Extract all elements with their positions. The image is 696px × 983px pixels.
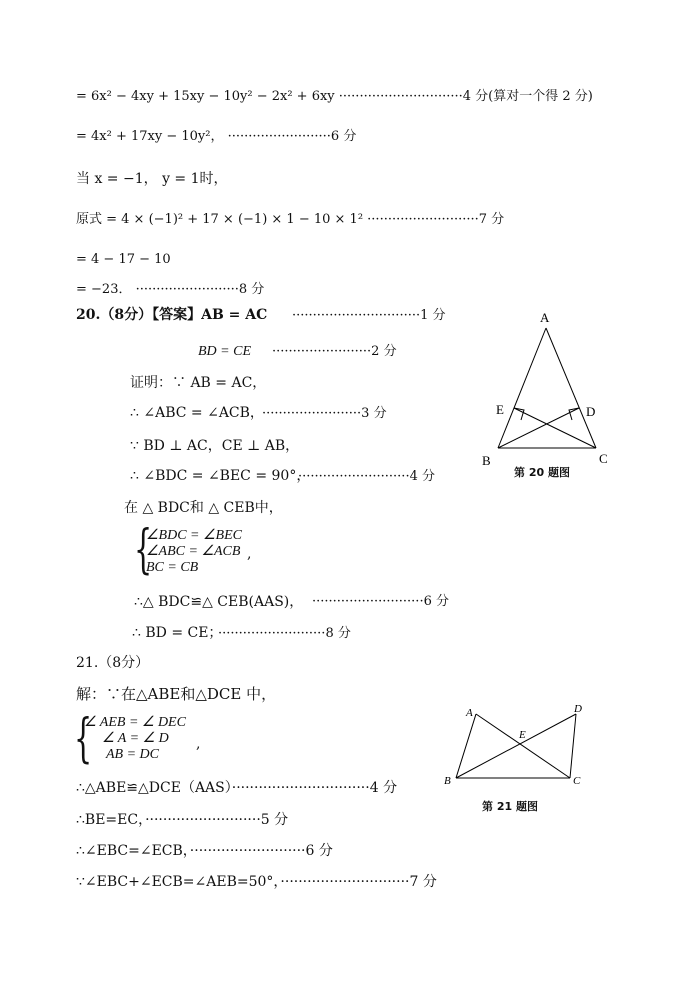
q20-dots-6: ···························6 分 [312,594,449,609]
q20-dots-8: ··························8 分 [218,626,351,641]
fig21-label-c: C [573,775,581,787]
q20-dots-2: ························2 分 [272,344,397,359]
step-line-result: = −23． ·························8 分 [76,282,265,297]
q21-step-sum: ∵∠EBC+∠ECB=∠AEB=50°，·····························7 分 [76,874,437,890]
q20-system-row-3: BC = CB [146,560,199,575]
figure-21 [440,700,610,790]
q21-system-row-2: ∠ A = ∠ D [102,731,169,746]
q21-system-comma: , [196,736,201,752]
q20-step-angles: ∴ ∠ABC = ∠ACB， [130,405,264,421]
fig21-side-dc [570,714,576,778]
q20-step-congruent: ∴△ BDC≌△ CEB(AAS)， [134,594,304,610]
step-line-condition: 当 x = −1， y = 1时， [76,171,228,187]
q21-system-row-1: ∠ AEB = ∠ DEC [84,715,186,730]
fig21-segment-db [456,714,576,778]
fig20-side-ac [546,328,596,448]
step-line-substitute: 原式 = 4 × (−1)² + 17 × (−1) × 1 − 10 × 1² ···························7 分 [76,212,505,227]
step-line-simplify: = 4x² + 17xy − 10y²， ·························6 分 [76,129,357,144]
q20-step-triangles: 在 △ BDC和 △ CEB中， [124,500,283,516]
q20-brace: { [134,520,153,580]
step-line-expand: = 6x² − 4xy + 15xy − 10y² − 2x² + 6xy ······························4 分(算对一个得 2 分) [76,89,593,104]
q20-step-conclusion: ∴ BD = CE； [132,625,223,641]
fig20-label-b: B [482,453,491,468]
figure-20 [478,308,618,478]
q20-dots-3: ························3 分 [262,406,387,421]
q20-dots-1: ·······························1 分 [292,308,446,323]
fig21-label-e: E [519,729,526,741]
q20-step-right-angles: ∴ ∠BDC = ∠BEC = 90°， [130,468,311,484]
fig20-segment-ce [514,408,596,448]
fig20-label-e: E [496,402,504,417]
figure-21-caption: 第 21 题图 [482,800,538,813]
q21-brace: { [74,709,93,769]
fig20-label-d: D [586,404,596,419]
q20-system-comma: , [247,546,252,562]
fig20-side-ab [498,328,546,448]
q20-system-row-2: ∠ABC = ∠ACB [146,544,241,559]
q20-proof-start: 证明：∵ AB = AC， [130,375,267,391]
figure-20-caption: 第 20 题图 [514,466,570,479]
fig21-label-b: B [444,775,451,787]
fig20-right-angle-d [569,408,579,420]
q21-step-be-ec: ∴BE=EC，··························5 分 [76,812,289,828]
q20-bd-ce: BD = CE [198,344,251,359]
fig21-label-d: D [574,703,582,715]
step-line-compute: = 4 − 17 − 10 [76,252,171,267]
q21-heading: 21.（8分） [76,655,150,671]
q21-step-congruent: ∴△ABE≌△DCE（AAS）·······························4 分 [76,780,398,796]
fig20-label-a: A [540,310,550,325]
q21-system-row-3: AB = DC [106,747,159,762]
fig21-label-a: A [466,707,473,719]
q20-answer-heading: 20.（8分）【答案】AB = AC [76,307,268,323]
q20-dots-4: ···························4 分 [298,469,435,484]
fig20-label-c: C [599,451,608,466]
q20-system-row-1: ∠BDC = ∠BEC [146,528,242,543]
fig21-segment-ac [476,714,570,778]
fig20-right-angle-e [514,408,524,420]
q20-step-perpendicular: ∵ BD ⊥ AC，CE ⊥ AB， [130,438,300,454]
q21-step-angles: ∴∠EBC=∠ECB，··························6 分 [76,843,333,859]
fig20-segment-bd [498,408,579,448]
q21-given: 解：∵在△ABE和△DCE 中， [76,685,277,703]
